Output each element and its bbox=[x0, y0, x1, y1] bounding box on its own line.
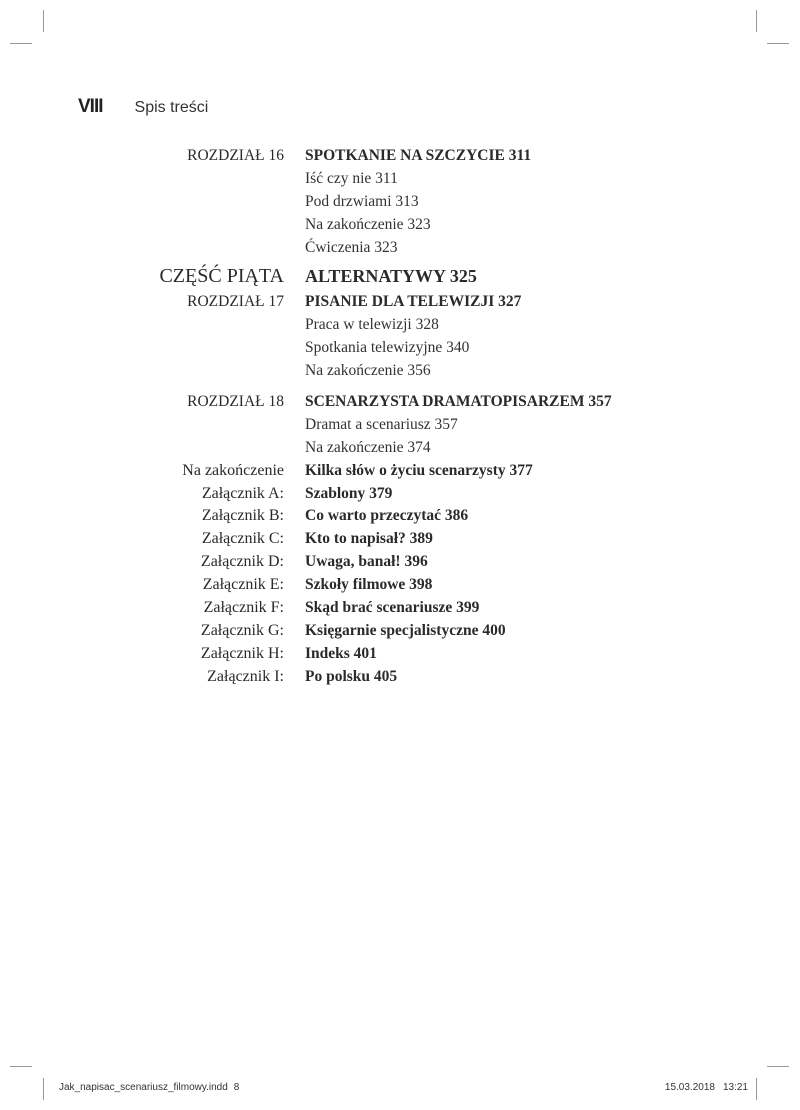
toc-entry: Pod drzwiami 313 bbox=[305, 192, 419, 210]
crop-mark bbox=[767, 1066, 789, 1067]
toc-label: Załącznik C: bbox=[201, 530, 284, 548]
toc-entry: Po polsku 405 bbox=[305, 667, 398, 685]
running-header bbox=[78, 96, 208, 118]
toc-sub-row[interactable] bbox=[0, 191, 800, 214]
toc-sub-row[interactable] bbox=[0, 168, 800, 191]
crop-mark bbox=[43, 1078, 44, 1100]
toc-sub-row[interactable] bbox=[0, 360, 800, 383]
toc-label: ROZDZIAŁ 16 bbox=[187, 147, 284, 164]
footer-timestamp bbox=[665, 1082, 748, 1093]
toc-sub-row[interactable] bbox=[0, 414, 800, 437]
toc-entry: SPOTKANIE NA SZCZYCIE 311 bbox=[305, 147, 532, 164]
toc-entry: Uwaga, banał! 396 bbox=[305, 553, 428, 571]
toc-entry: Co warto przeczytać 386 bbox=[305, 507, 469, 525]
toc-label: Załącznik A: bbox=[201, 484, 284, 502]
toc-entry: Kto to napisał? 389 bbox=[305, 530, 433, 548]
toc-sub-row[interactable] bbox=[0, 314, 800, 337]
toc-entry: Księgarnie specjalistyczne 400 bbox=[305, 621, 506, 639]
toc-label: ROZDZIAŁ 17 bbox=[187, 293, 284, 311]
toc-entry: Na zakończenie 374 bbox=[305, 438, 431, 456]
toc-appendix-row[interactable] bbox=[0, 666, 800, 689]
toc-entry: Dramat a scenariusz 357 bbox=[305, 415, 458, 433]
toc-appendix-row[interactable] bbox=[0, 483, 800, 506]
crop-mark bbox=[10, 1066, 32, 1067]
toc-label: Załącznik B: bbox=[201, 507, 284, 525]
toc-label: Załącznik E: bbox=[202, 576, 284, 594]
toc-chapter-row[interactable] bbox=[0, 391, 800, 414]
toc-sub-row[interactable] bbox=[0, 237, 800, 260]
toc-entry: Spotkania telewizyjne 340 bbox=[305, 339, 470, 357]
toc-label: CZĘŚĆ PIĄTA bbox=[159, 265, 284, 288]
footer-file-info bbox=[59, 1082, 239, 1093]
toc-entry: Kilka słów o życiu scenarzysty 377 bbox=[305, 461, 533, 479]
crop-mark bbox=[767, 43, 789, 44]
toc-appendix-row[interactable] bbox=[0, 574, 800, 597]
toc-entry: PISANIE DLA TELEWIZJI 327 bbox=[305, 293, 522, 311]
toc-label: Załącznik H: bbox=[200, 644, 284, 662]
toc-appendix-row[interactable] bbox=[0, 460, 800, 483]
toc-label: Załącznik I: bbox=[207, 667, 284, 685]
page-number: VIII bbox=[78, 96, 103, 117]
table-of-contents bbox=[0, 145, 800, 689]
toc-sub-row[interactable] bbox=[0, 437, 800, 460]
toc-appendix-row[interactable] bbox=[0, 643, 800, 666]
toc-appendix-row[interactable] bbox=[0, 620, 800, 643]
toc-entry: Ćwiczenia 323 bbox=[305, 238, 398, 256]
toc-chapter-row[interactable] bbox=[0, 291, 800, 314]
toc-entry: Szablony 379 bbox=[305, 484, 393, 502]
toc-label: Na zakończenie bbox=[182, 461, 284, 479]
toc-sub-row[interactable] bbox=[0, 214, 800, 237]
toc-entry: Szkoły filmowe 398 bbox=[305, 576, 433, 594]
toc-appendix-row[interactable] bbox=[0, 528, 800, 551]
toc-label: Załącznik F: bbox=[203, 599, 284, 617]
toc-entry: Indeks 401 bbox=[305, 644, 377, 662]
crop-mark bbox=[756, 10, 757, 32]
footer-time: 13:21 bbox=[722, 1082, 748, 1093]
footer-date: 15.03.2018 bbox=[664, 1082, 715, 1093]
toc-label: Załącznik G: bbox=[200, 621, 284, 639]
toc-entry: Na zakończenie 356 bbox=[305, 362, 431, 380]
toc-entry: Skąd brać scenariusze 399 bbox=[305, 599, 480, 617]
crop-mark bbox=[43, 10, 44, 32]
toc-entry: Na zakończenie 323 bbox=[305, 215, 431, 233]
footer-page: 8 bbox=[233, 1082, 240, 1093]
toc-appendix-row[interactable] bbox=[0, 597, 800, 620]
toc-entry: Praca w telewizji 328 bbox=[305, 316, 439, 334]
crop-mark bbox=[756, 1078, 757, 1100]
toc-appendix-row[interactable] bbox=[0, 505, 800, 528]
running-title: Spis treści bbox=[134, 99, 209, 116]
toc-chapter-row[interactable] bbox=[0, 145, 800, 168]
toc-part-row[interactable] bbox=[0, 261, 800, 291]
toc-entry: Iść czy nie 311 bbox=[305, 169, 398, 187]
toc-label: Załącznik D: bbox=[200, 553, 284, 571]
toc-sub-row[interactable] bbox=[0, 337, 800, 360]
toc-entry: SCENARZYSTA DRAMATOPISARZEM 357 bbox=[305, 393, 612, 411]
footer-filename: Jak_napisac_scenariusz_filmowy.indd bbox=[59, 1082, 228, 1093]
toc-entry: ALTERNATYWY 325 bbox=[305, 266, 477, 287]
toc-label: ROZDZIAŁ 18 bbox=[187, 393, 284, 411]
toc-appendix-row[interactable] bbox=[0, 551, 800, 574]
crop-mark bbox=[10, 43, 32, 44]
